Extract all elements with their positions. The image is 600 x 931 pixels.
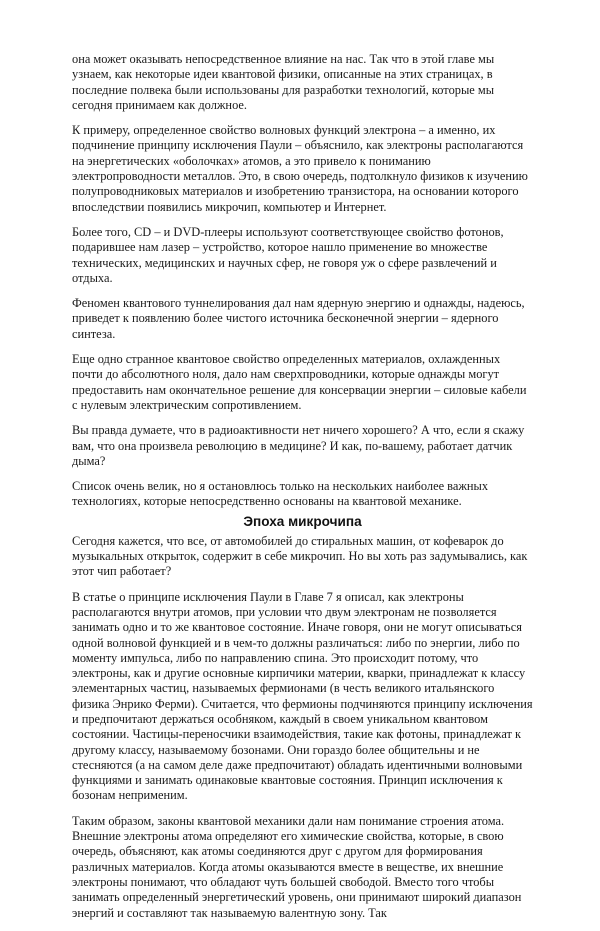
paragraph-9: В статье о принципе исключения Паули в Главе 7 я описал, как электроны располагаются внутри атомов, при условии что двум электронам не позволяется занимать одно и то же квантовое состояние. Иначе говоря, они не могут описываться одной волновой функцией и в чем-то должны различаться: либо по энергии, либо по моменту импульса, либо по направлению спина. Это происходит потому, что электроны, как и другие основные кирпичики материи, кварки, принадлежат к классу элементарных частиц, называемых фермионами (в честь великого итальянского физика Энрико Ферми). Считается, что фермионы подчиняются принципу исключения и предпочитают держаться особняком, каждый в своем уникальном квантовом состоянии. Частицы-переносчики взаимодействия, такие как фотоны, принадлежат к другому классу, называемому бозонами. Они гораздо более общительны и не стесняются (а на самом деле даже предпочитают) обладать идентичными волновыми функциями и занимать одинаковые квантовые состояния. Принцип исключения к бозонам неприменим.: [72, 589, 533, 803]
paragraph-7: Список очень велик, но я остановлюсь только на нескольких наиболее важных технологиях, которые непосредственно основаны на квантовой механике.: [72, 479, 489, 509]
paragraph-1: она может оказывать непосредственное влияние на нас. Так что в этой главе мы узнаем, как некоторые идеи квантовой физики, описанные на этих страницах, в последние полвека были использованы для разработки технологий, которые мы сегодня принимаем как должное.: [72, 52, 495, 112]
paragraph-5: Еще одно странное квантовое свойство определенных материалов, охлажденных почти до абсолютного ноля, дало нам сверхпроводники, которые однажды могут предоставить нам окончательное решение для консервации энергии – силовые кабели с нулевым электрическим сопротивлением.: [72, 352, 527, 412]
paragraph-8: Сегодня кажется, что все, от автомобилей до стиральных машин, от кофеварок до музыкальных открыток, содержит в себе микрочип. Но вы хоть раз задумывались, как этот чип работает?: [72, 533, 528, 579]
document-page: [72, 52, 533, 931]
paragraph-6: Вы правда думаете, что в радиоактивности нет ничего хорошего? А что, если я скажу вам, что она произвела революцию в медицине? И как, по-вашему, работает датчик дыма?: [72, 423, 525, 468]
section-title: Эпоха микрочипа: [243, 513, 362, 529]
paragraph-2: К примеру, определенное свойство волновых функций электрона – а именно, их подчинение принципу исключения Паули – объяснило, как электроны располагаются на энергетических «оболочках» атомов, а это привело к пониманию электропроводности металлов. Это, в свою очередь, подтолкнуло физиков к изучению полупроводниковых материалов и изобретению транзистора, на основании которого впоследствии появились микрочип, компьютер и Интернет.: [72, 123, 528, 214]
paragraph-3: Более того, CD – и DVD-плееры используют соответствующее свойство фотонов, подарившее нам лазер – устройство, которое нашло применение во множестве технических, медицинских и научных сфер, не говоря уж о сфере развлечений и отдыха.: [72, 224, 504, 285]
paragraph-4: Феномен квантового туннелирования дал нам ядерную энергию и однажды, надеюсь, приведет к появлению более чистого источника бесконечной энергии – ядерного синтеза.: [72, 296, 525, 341]
paragraph-10: Таким образом, законы квантовой механики дали нам понимание строения атома. Внешние электроны атома определяют его химические свойства, которые, в свою очередь, объясняют, как атомы соединяются друг с другом для формирования различных материалов. Когда атомы оказываются вместе в веществе, их внешние электроны понимают, что обладают чуть большей свободой. Вместо того чтобы занимать определенный энергетический уровень, они принимают широкий диапазон энергий и составляют так называемую валентную зону. Так: [72, 813, 522, 920]
